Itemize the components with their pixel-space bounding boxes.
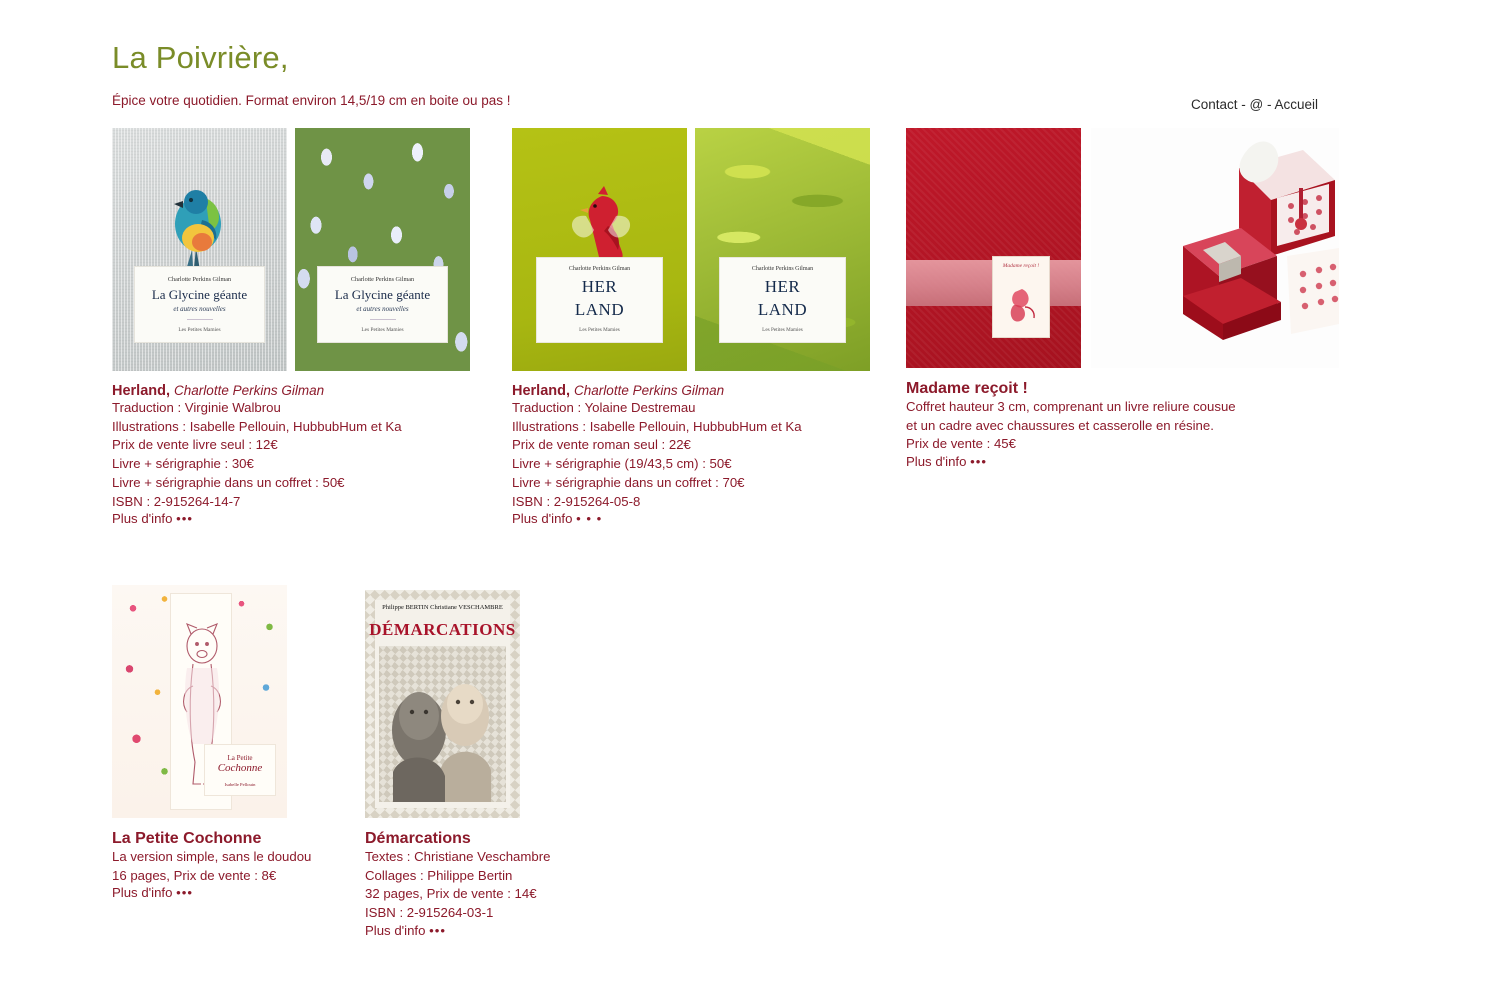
- more-info-link[interactable]: [512, 511, 882, 526]
- book-cover-herland-green[interactable]: [512, 128, 687, 371]
- dots-icon: •••: [176, 885, 193, 901]
- cover-label: [317, 266, 448, 343]
- cover-gallery: [512, 128, 882, 371]
- cover-label: [204, 744, 276, 796]
- cover-label-publisher: Les Petites Mamies: [178, 327, 221, 333]
- product-name: Herland,: [112, 383, 171, 399]
- product-detail-line: ISBN : 2-915264-05-8: [512, 493, 641, 509]
- product-detail-line: Prix de vente : 45€: [906, 436, 1016, 452]
- product-herland-roman: [512, 128, 882, 526]
- nav-contact[interactable]: Contact: [1190, 97, 1238, 112]
- product-detail-line: Livre + sérigraphie dans un coffret : 50€: [112, 474, 345, 490]
- product-detail-line: Collages : Philippe Bertin: [365, 867, 513, 883]
- product-detail-line: ISBN : 2-915264-14-7: [112, 493, 241, 509]
- product-detail-line: Livre + sérigraphie dans un coffret : 70€: [512, 474, 745, 490]
- book-cover-demarcations[interactable]: [365, 590, 520, 818]
- more-info-label: Plus d'info: [112, 511, 173, 527]
- product-detail-line: 16 pages, Prix de vente : 8€: [112, 867, 277, 883]
- book-cover-glycine-bird[interactable]: [112, 128, 287, 371]
- product-detail-line: ISBN : 2-915264-03-1: [365, 905, 494, 921]
- product-detail-line: 32 pages, Prix de vente : 14€: [365, 886, 537, 902]
- cover-label-title-line2: Cochonne: [217, 762, 263, 774]
- cover-label-author: Isabelle Pellouin: [224, 782, 256, 787]
- cover-label: [719, 257, 846, 343]
- product-detail-line: Livre + sérigraphie : 30€: [112, 456, 254, 472]
- cover-label-rule: [370, 319, 396, 320]
- gift-boxes-photo: [1091, 128, 1339, 368]
- cover-label-subtitle: et autres nouvelles: [173, 305, 226, 313]
- product-name: Herland,: [512, 383, 571, 399]
- cover-label-title-line1: La Petite: [227, 754, 253, 762]
- product-herland-glycine: [112, 128, 482, 526]
- more-info-label: Plus d'info: [906, 454, 967, 470]
- tagline: Épice votre quotidien. Format environ 14,5/19 cm en boite ou pas !: [112, 93, 511, 108]
- product-detail-line: et un cadre avec chaussures et casserolle en résine.: [906, 417, 1214, 433]
- nav-separator-1: -: [1237, 97, 1250, 112]
- nav-home[interactable]: Accueil: [1274, 97, 1318, 112]
- product-title: [112, 383, 482, 399]
- cover-label-title-line1: HER: [764, 277, 801, 296]
- cover-label-author: Charlotte Perkins Gilman: [751, 266, 814, 272]
- cover-label-title: DÉMARCATIONS: [369, 620, 516, 639]
- more-info-label: Plus d'info: [512, 511, 573, 527]
- cover-label-title-line1: HER: [581, 277, 618, 296]
- more-info-link[interactable]: [112, 511, 482, 526]
- dots-icon: • • •: [576, 511, 603, 527]
- bird-illustration-icon: [152, 180, 244, 276]
- cover-tag-text: Madame reçoit !: [1002, 263, 1040, 269]
- more-info-link[interactable]: [365, 923, 695, 938]
- dots-icon: •••: [970, 454, 987, 470]
- product-detail-line: Livre + sérigraphie (19/43,5 cm) : 50€: [512, 456, 732, 472]
- cover-gallery: [365, 590, 695, 818]
- product-author: Charlotte Perkins Gilman: [574, 383, 725, 398]
- product-name: Démarcations: [365, 830, 471, 847]
- product-name: La Petite Cochonne: [112, 830, 262, 847]
- book-cover-madame-recoit[interactable]: [906, 128, 1081, 368]
- product-detail-line: Prix de vente livre seul : 12€: [112, 437, 278, 453]
- cover-label-author: Charlotte Perkins Gilman: [568, 266, 631, 272]
- product-detail-line: Prix de vente roman seul : 22€: [512, 437, 691, 453]
- cover-label-title-line2: LAND: [757, 300, 808, 319]
- cover-collage-photo: [379, 646, 506, 802]
- dots-icon: •••: [429, 922, 446, 938]
- dots-icon: •••: [176, 511, 193, 527]
- cover-label-authors: Philippe BERTIN Christiane VESCHAMBRE: [382, 604, 503, 611]
- cover-label-rule: [187, 319, 213, 320]
- nav-separator-2: -: [1263, 97, 1275, 112]
- cover-label-publisher: Les Petites Mamies: [361, 327, 404, 333]
- nav-email[interactable]: @: [1249, 97, 1264, 112]
- book-cover-herland-foliage[interactable]: [695, 128, 870, 371]
- product-detail-line: Illustrations : Isabelle Pellouin, HubbubHum et Ka: [112, 418, 402, 434]
- cover-label: [134, 266, 265, 343]
- product-detail-line: Textes : Christiane Veschambre: [365, 849, 551, 864]
- product-demarcations: [365, 590, 695, 938]
- cover-label-title: La Glycine géante: [151, 287, 248, 303]
- book-cover-glycine-pattern[interactable]: [295, 128, 470, 371]
- book-cover-petite-cochonne[interactable]: [112, 585, 287, 818]
- product-madame-recoit: [906, 128, 1346, 469]
- product-title: [512, 383, 882, 399]
- more-info-link[interactable]: [906, 454, 1346, 469]
- flower-icon: [1005, 283, 1039, 327]
- top-navigation: [1191, 97, 1318, 112]
- cover-tag: [992, 256, 1050, 338]
- cover-gallery: [112, 128, 482, 371]
- product-detail-line: Illustrations : Isabelle Pellouin, HubbubHum et Ka: [512, 418, 802, 434]
- collage-portraits-icon: [379, 646, 506, 802]
- cover-label-author: Charlotte Perkins Gilman: [350, 276, 415, 284]
- page-title: La Poivrière,: [112, 40, 289, 75]
- product-detail-line: Traduction : Virginie Walbrou: [112, 400, 281, 415]
- cover-gallery: [906, 128, 1346, 368]
- cover-label-title-line2: LAND: [574, 300, 625, 319]
- product-detail-line: La version simple, sans le doudou: [112, 849, 312, 864]
- cover-label-publisher: Les Petites Mamies: [579, 327, 620, 333]
- product-title: [365, 830, 695, 848]
- product-detail-line: Traduction : Yolaine Destremau: [512, 400, 696, 415]
- cover-label-author: Charlotte Perkins Gilman: [167, 276, 232, 284]
- cover-label-title: La Glycine géante: [334, 287, 431, 303]
- product-name: Madame reçoit !: [906, 380, 1028, 397]
- product-detail-line: Coffret hauteur 3 cm, comprenant un livre reliure cousue: [906, 399, 1236, 414]
- more-info-label: Plus d'info: [112, 885, 173, 901]
- product-author: Charlotte Perkins Gilman: [174, 383, 325, 398]
- product-photo-boxes[interactable]: [1091, 128, 1339, 368]
- product-title: [906, 380, 1346, 398]
- cover-label-subtitle: et autres nouvelles: [356, 305, 409, 313]
- cover-label-publisher: Les Petites Mamies: [762, 327, 803, 333]
- more-info-label: Plus d'info: [365, 922, 426, 938]
- cover-label: [536, 257, 663, 343]
